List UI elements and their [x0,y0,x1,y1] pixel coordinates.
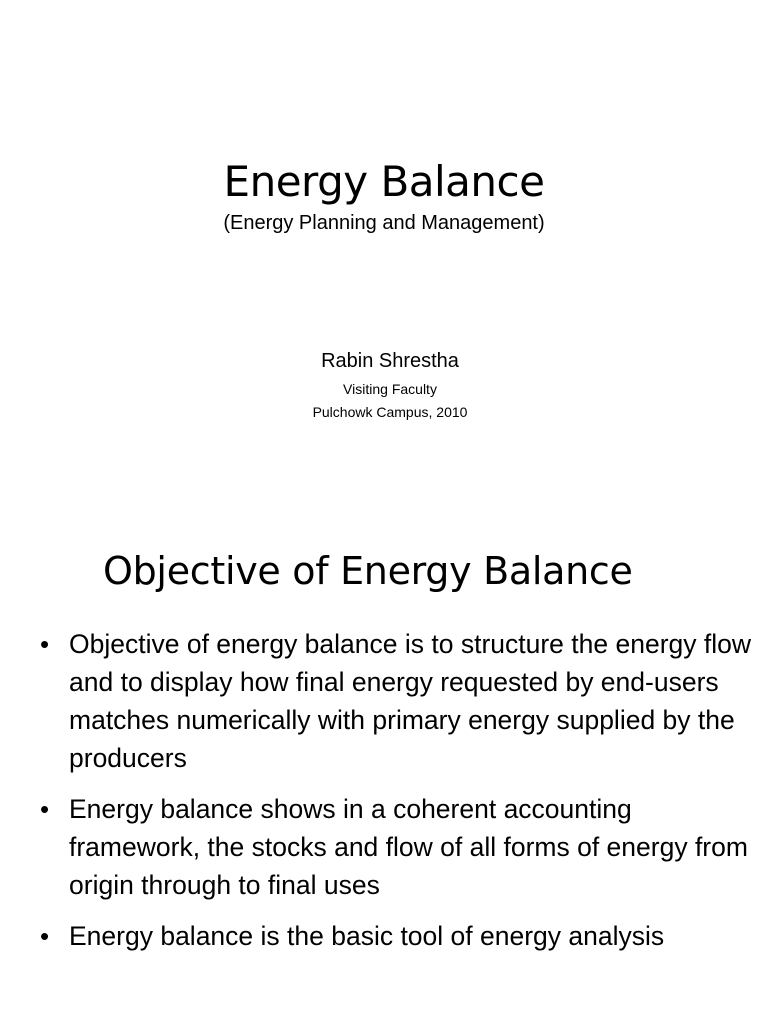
bullet-icon: • [40,629,50,659]
bullet-icon: • [40,794,50,824]
slide-title: Energy Balance [223,157,545,206]
objective-slide [0,520,768,1024]
bullet-item [40,790,752,904]
bullet-icon: • [40,921,50,951]
bullet-list [40,625,752,968]
bullet-item [40,917,752,955]
bullet-item [40,625,752,777]
bullet-text: Objective of energy balance is to structure the energy flow and to display how final energy requested by end-users matches numerically with primary energy supplied by the producers [69,629,751,773]
bullet-text: Energy balance shows in a coherent accounting framework, the stocks and flow of all forms of energy from origin through to final uses [69,794,748,900]
slide-heading: Objective of Energy Balance [103,549,633,593]
author-role: Visiting Faculty [343,381,437,397]
author-affiliation: Pulchowk Campus, 2010 [312,404,468,420]
slide-subtitle: (Energy Planning and Management) [223,212,545,234]
author-name: Rabin Shrestha [321,350,459,372]
bullet-text: Energy balance is the basic tool of energy analysis [69,921,665,951]
